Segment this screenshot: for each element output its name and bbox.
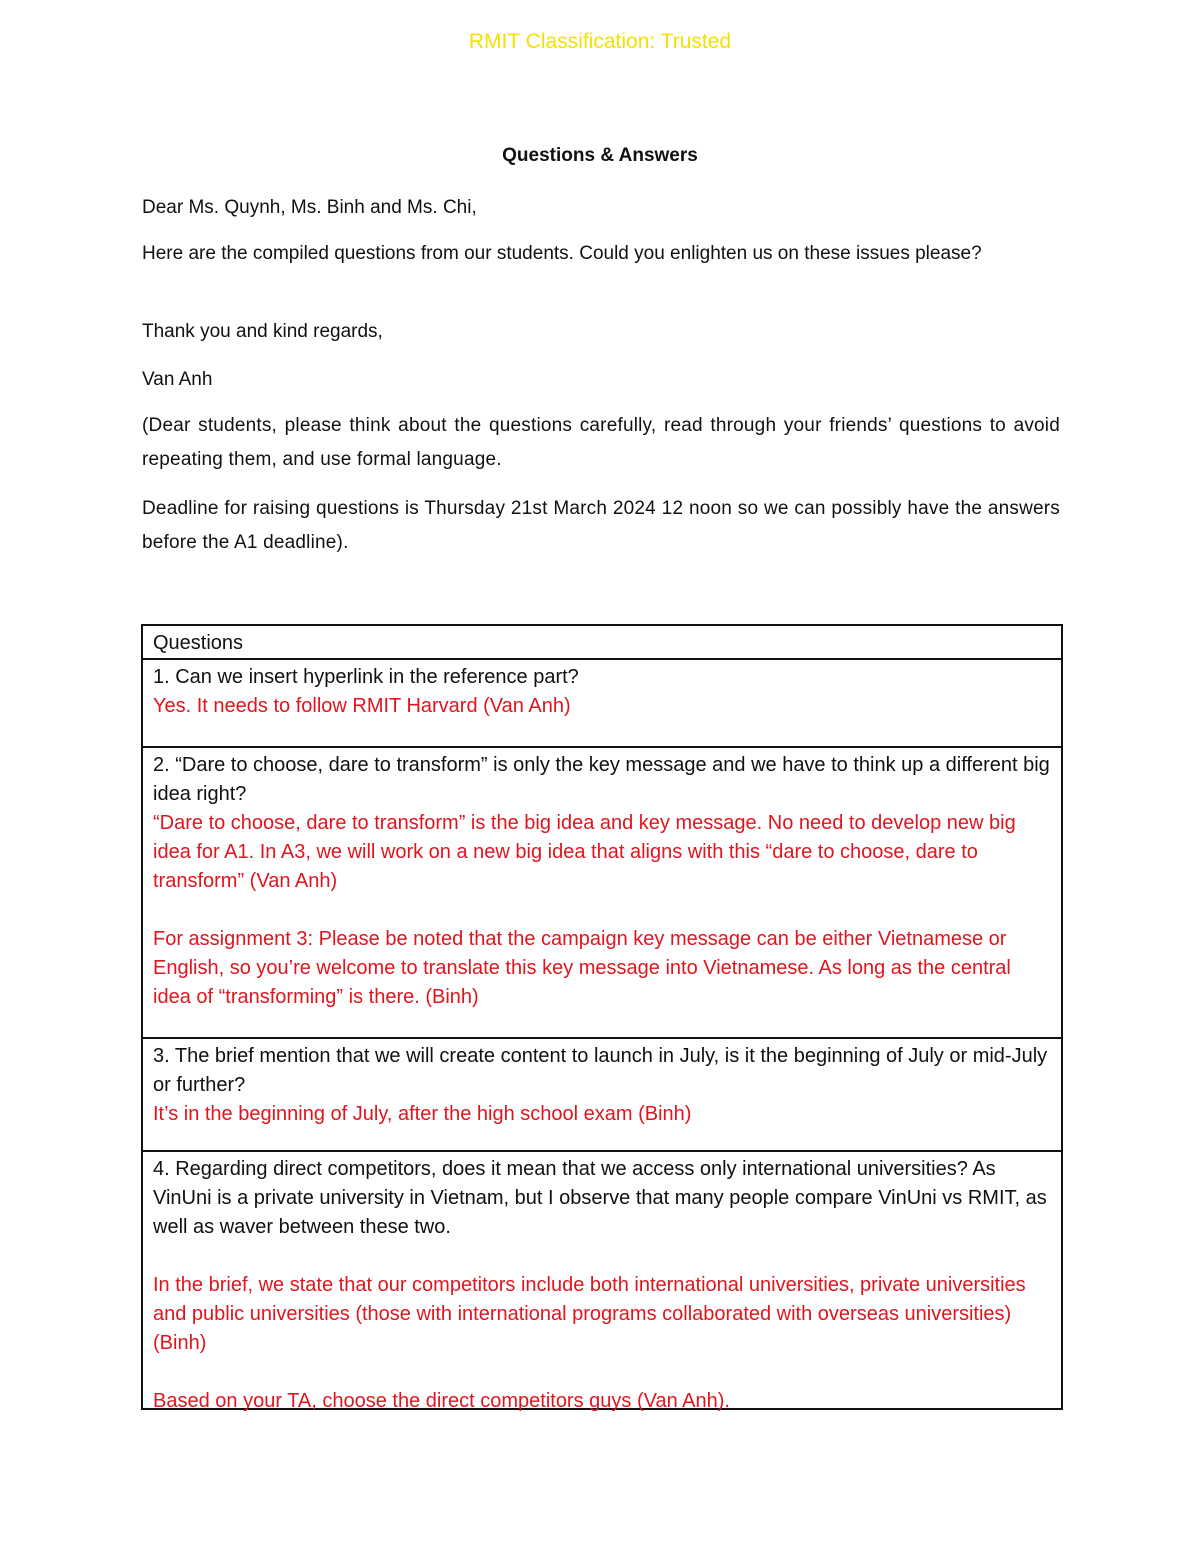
signature: Van Anh	[142, 369, 213, 390]
table-row	[143, 746, 1061, 1037]
classification-label: RMIT Classification: Trusted	[468, 30, 732, 53]
intro-paragraph: Here are the compiled questions from our students. Could you enlighten us on these issues please?	[142, 243, 982, 264]
answer-text: For assignment 3: Please be noted that the campaign key message can be either Vietnamese or English, so you’re welcome to translate this key message into Vietnamese. As long as the central idea of “transforming” is there. (Binh)	[153, 928, 1011, 1008]
question-text: 4. Regarding direct competitors, does it mean that we access only international universities? As VinUni is a private university in Vietnam, but I observe that many people compare VinUni vs RMIT, as well as waver between these two.	[153, 1158, 1047, 1238]
deadline-note: Deadline for raising questions is Thursday 21st March 2024 12 noon so we can possibly have the answers before the A1 deadline).	[142, 498, 1060, 553]
table-row	[143, 658, 1061, 746]
table-header: Questions	[153, 632, 244, 654]
question-text: 1. Can we insert hyperlink in the reference part?	[153, 666, 579, 688]
answer-text: Yes. It needs to follow RMIT Harvard (Van Anh)	[153, 695, 571, 717]
page-title: Questions & Answers	[502, 145, 698, 166]
answer-text: In the brief, we state that our competitors include both international universities, private universities and public universities (those with international programs collaborated with overseas universities) (Binh)	[153, 1274, 1026, 1354]
question-text: 2. “Dare to choose, dare to transform” is only the key message and we have to think up a different big idea right?	[153, 754, 1050, 805]
table-row	[143, 1150, 1061, 1412]
answer-text: “Dare to choose, dare to transform” is the big idea and key message. No need to develop new big idea for A1. In A3, we will work on a new big idea that aligns with this “dare to choose, dare to transform” (Van Anh)	[153, 812, 1016, 892]
closing: Thank you and kind regards,	[142, 321, 383, 342]
salutation: Dear Ms. Quynh, Ms. Binh and Ms. Chi,	[142, 197, 477, 218]
qa-table	[141, 624, 1063, 1410]
answer-text: It’s in the beginning of July, after the high school exam (Binh)	[153, 1103, 692, 1125]
question-text: 3. The brief mention that we will create content to launch in July, is it the beginning of July or mid-July or further?	[153, 1045, 1048, 1096]
students-note: (Dear students, please think about the questions carefully, read through your friends’ questions to avoid repeating them, and use formal language.	[142, 415, 1060, 470]
answer-text: Based on your TA, choose the direct competitors guys (Van Anh).	[153, 1390, 730, 1412]
table-row	[143, 1037, 1061, 1150]
